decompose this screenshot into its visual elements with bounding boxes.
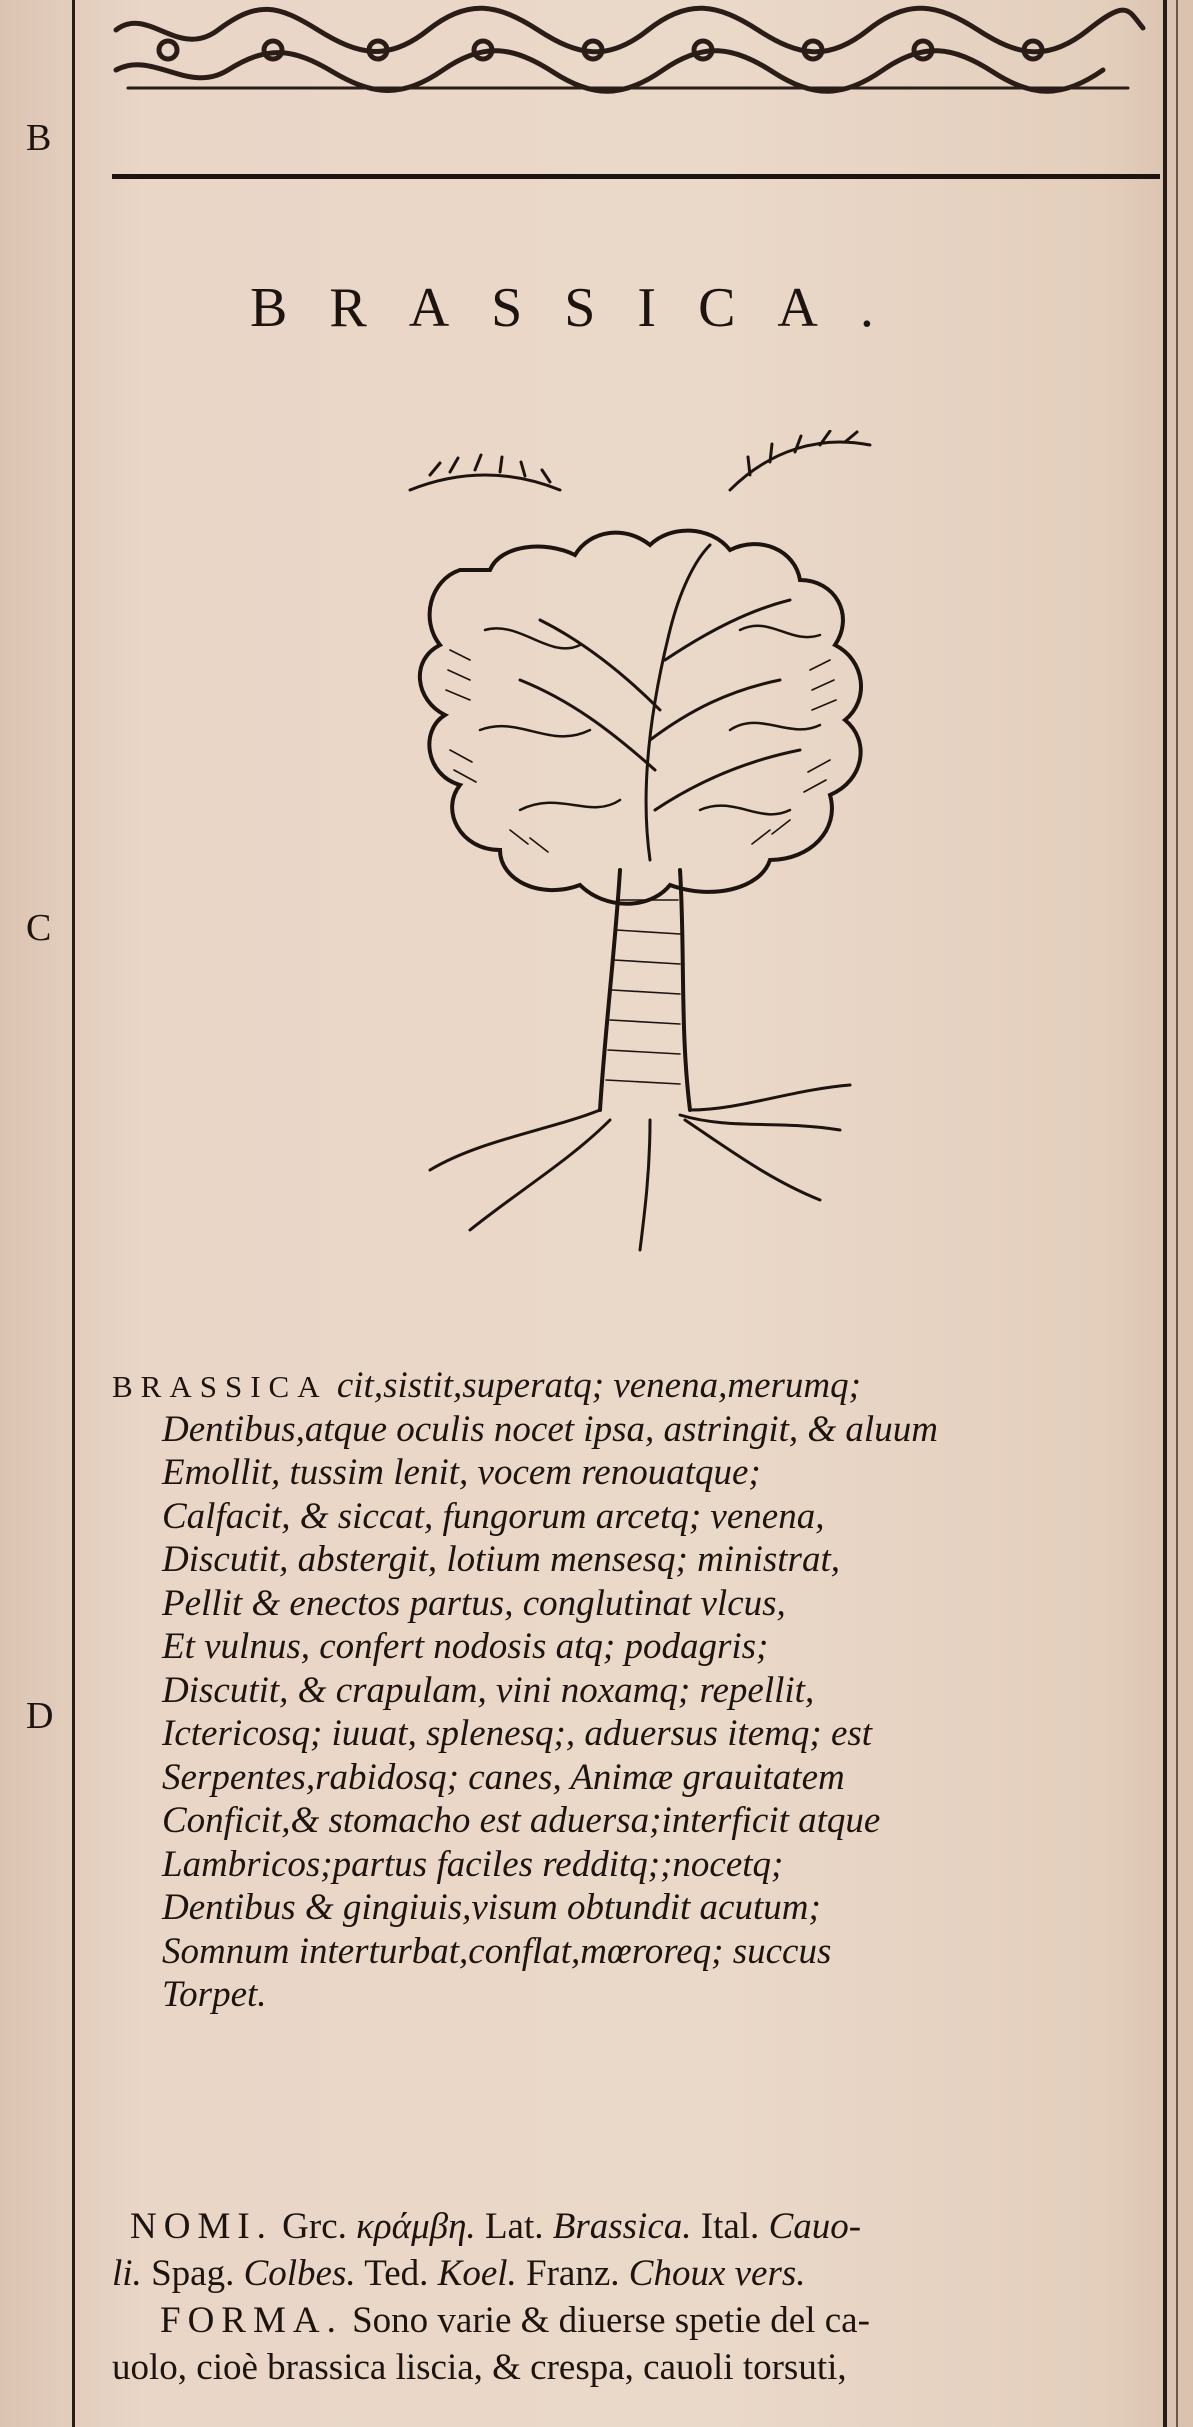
- page-title: BRASSICA.: [250, 277, 916, 339]
- poem-line: Discutit, & crapulam, vini noxamq; repellit,: [162, 1669, 815, 1711]
- nomi-label: NOMI.: [130, 2206, 273, 2247]
- poem-line: Emollit, tussim lenit, vocem renouatque;: [162, 1452, 761, 1493]
- spanish-label: Spag.: [151, 2253, 235, 2294]
- spanish-word: Colbes.: [243, 2253, 356, 2294]
- latin-label: Lat.: [484, 2206, 544, 2247]
- poem-line: Pellit & enectos partus, conglutinat vlcus,: [162, 1582, 786, 1624]
- italian-word: Cauo-: [768, 2206, 862, 2247]
- greek-label: Grc.: [282, 2206, 347, 2247]
- german-label: Ted.: [364, 2253, 429, 2294]
- forma-line-1: [112, 2297, 1162, 2344]
- cabbage-woodcut-illustration: [350, 430, 970, 1290]
- margin-letter-b: B: [26, 117, 52, 159]
- gutter-rule: [1163, 0, 1167, 2427]
- poem-line: Serpentes,rabidosq; canes, Animæ grauitatem: [162, 1756, 845, 1798]
- nomi-line-2: [112, 2250, 1162, 2297]
- latin-poem: [112, 1364, 1162, 2017]
- italian-word-end: li.: [112, 2253, 142, 2294]
- poem-line: Conficit,& stomacho est aduersa;interficit atque: [162, 1800, 881, 1841]
- gutter-rule-outer: [1176, 0, 1178, 2427]
- poem-line: Somnum interturbat,conflat,mœroreq; succus: [162, 1930, 832, 1972]
- poem-line: Dentibus,atque oculis nocet ipsa, astringit, & aluum: [162, 1408, 938, 1450]
- poem-line: Dentibus & gingiuis,visum obtundit acutum;: [162, 1887, 821, 1928]
- poem-initial-word: BRASSICA: [112, 1369, 328, 1404]
- margin-letter-d: D: [26, 1695, 54, 1737]
- margin-letter-c: C: [26, 907, 52, 949]
- headpiece-ornament: [108, 0, 1148, 104]
- greek-word: κράμβη.: [356, 2206, 476, 2247]
- poem-line-text: cit,sistit,superatq; venena,merumq;: [336, 1365, 861, 1406]
- header-rule: [112, 174, 1160, 179]
- german-word: Koel.: [437, 2253, 517, 2294]
- poem-line: Et vulnus, confert nodosis atq; podagris;: [162, 1626, 769, 1667]
- forma-line-2: uolo, cioè brassica liscia, & crespa, cauoli torsuti,: [112, 2347, 847, 2388]
- poem-line: Calfacit, & siccat, fungorum arcetq; venena,: [162, 1495, 825, 1537]
- poem-line: Torpet.: [162, 1974, 267, 2015]
- italian-label: Ital.: [700, 2206, 760, 2247]
- nomi-line-1: [112, 2203, 1162, 2250]
- margin-rule: [72, 0, 75, 2427]
- poem-line: Discutit, abstergit, lotium mensesq; ministrat,: [162, 1539, 840, 1580]
- forma-label: FORMA.: [160, 2300, 343, 2341]
- poem-line: Lambricos;partus faciles redditq;;nocetq;: [162, 1843, 784, 1885]
- french-label: Franz.: [526, 2253, 620, 2294]
- poem-line: Ictericosq; iuuat, splenesq;, aduersus itemq; est: [162, 1713, 873, 1754]
- french-word: Choux vers.: [628, 2253, 806, 2294]
- poem-line: [112, 1364, 1162, 1408]
- commentary-text: [112, 2203, 1162, 2391]
- latin-word: Brassica.: [552, 2206, 692, 2247]
- forma-text: Sono varie & diuerse spetie del ca-: [352, 2300, 870, 2341]
